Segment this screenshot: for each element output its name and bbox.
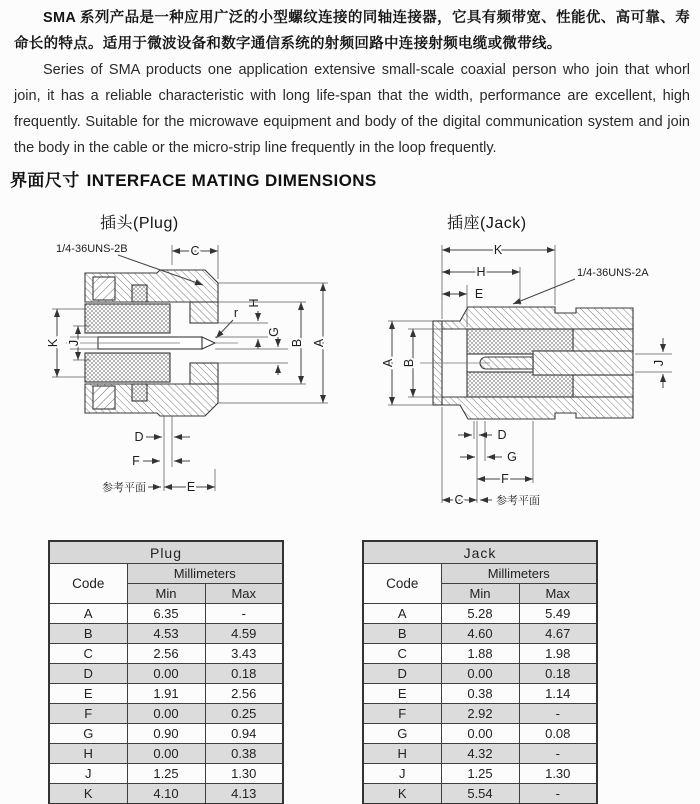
code-cell: A [49,604,127,624]
table-row [49,764,283,784]
code-cell: F [363,704,441,724]
min-cell: 5.28 [441,604,519,624]
plug-hex-nut-top [93,277,115,300]
dim-label-e: E [474,287,484,301]
max-cell: 1.30 [519,764,597,784]
max-cell: - [519,704,597,724]
code-cell: E [363,684,441,704]
section-heading-zh: 界面尺寸 [10,171,80,190]
plug-table-header [49,541,283,604]
max-cell: 0.94 [205,724,283,744]
dim-label-a: A [381,358,395,368]
max-cell: 0.25 [205,704,283,724]
code-cell: C [49,644,127,664]
jack-thread-label: 1/4-36UNS-2A [577,267,649,279]
min-cell: 4.60 [441,624,519,644]
plug-table-body [49,604,283,804]
dim-label-k: K [46,338,60,348]
max-header: Max [519,584,597,604]
table-row [363,784,597,804]
table-row [49,704,283,724]
dim-label-c: C [454,493,464,507]
intro-paragraph-en: Series of SMA products one application extensive small-scale coaxial person who join that whorl join, it has a reliable characteristic with long life-span that the width, performance are excellent, high frequently. Suitable for the microwave equipment and body of the digital communication system and join the body in the cable or the micro-strip line frequently in the loop frequently. [14,62,690,156]
max-cell: 1.30 [205,764,283,784]
min-cell: 1.25 [127,764,205,784]
code-cell: H [363,744,441,764]
min-cell: 1.91 [127,684,205,704]
min-cell: 2.56 [127,644,205,664]
jack-center-socket [420,351,633,375]
dim-label-g: G [507,450,517,464]
code-cell: J [49,764,127,784]
table-row [363,664,597,684]
plug-diagram-title: 插头(Plug) [100,215,179,232]
plug-hex-nut-bottom [93,386,115,409]
min-header: Min [127,584,205,604]
max-cell: 0.18 [519,664,597,684]
min-cell: 0.90 [127,724,205,744]
min-cell: 1.25 [441,764,519,784]
max-cell: 0.18 [205,664,283,684]
jack-cross-section-diagram [380,235,695,520]
code-cell: H [49,744,127,764]
plug-center-pin [66,337,238,349]
table-row [49,744,283,764]
jack-ref-plane-label: 参考平面 [496,495,540,507]
dim-label-b: B [402,358,416,368]
min-cell: 4.10 [127,784,205,804]
max-cell: 1.98 [519,644,597,664]
dim-label-k: K [493,243,503,257]
plug-dimension-table [48,540,284,804]
code-cell: D [363,664,441,684]
code-cell: A [363,604,441,624]
table-row [363,744,597,764]
dim-label-b: B [290,338,304,348]
code-header: Code [49,564,127,604]
table-title: Plug [49,541,283,564]
table-row [49,684,283,704]
code-header: Code [363,564,441,604]
table-row [49,644,283,664]
table-row [49,784,283,804]
table-row [49,624,283,644]
code-cell: F [49,704,127,724]
section-heading-en: INTERFACE MATING DIMENSIONS [86,171,377,190]
min-cell: 0.38 [441,684,519,704]
table-title: Jack [363,541,597,564]
min-cell: 5.54 [441,784,519,804]
code-cell: C [363,644,441,664]
jack-dimension-table [362,540,598,804]
min-cell: 4.53 [127,624,205,644]
table-row [49,724,283,744]
code-cell: D [49,664,127,684]
code-cell: K [49,784,127,804]
min-cell: 0.00 [127,704,205,724]
max-cell: 0.08 [519,724,597,744]
dim-label-h: H [476,265,486,279]
plug-gasket-top [132,285,147,302]
min-cell: 0.00 [441,664,519,684]
min-cell: 6.35 [127,604,205,624]
dim-label-h: H [247,298,261,308]
table-row [363,724,597,744]
min-cell: 0.00 [441,724,519,744]
unit-header: Millimeters [127,564,283,584]
min-cell: 2.92 [441,704,519,724]
max-cell: - [205,604,283,624]
plug-gasket-bottom [132,384,147,401]
dim-label-f: F [132,454,140,468]
dim-label-a: A [312,338,326,348]
section-heading [10,166,377,191]
intro-paragraph-zh: SMA 系列产品是一种应用广泛的小型螺纹连接的同轴连接器，它具有频带宽、性能优、高可靠、寿命长的特点。适用于微波设备和数字通信系统的射频回路中连接射频电缆或微带线。 [14,10,690,52]
max-cell: 5.49 [519,604,597,624]
table-row [363,644,597,664]
min-cell: 4.32 [441,744,519,764]
dim-label-d: D [497,428,507,442]
code-cell: E [49,684,127,704]
jack-diagram-title: 插座(Jack) [447,215,527,232]
unit-header: Millimeters [441,564,597,584]
max-cell: 3.43 [205,644,283,664]
max-cell: - [519,784,597,804]
dim-label-j: J [652,359,666,367]
max-cell: 0.38 [205,744,283,764]
plug-cross-section-diagram [40,235,360,520]
table-row [363,684,597,704]
plug-thread-label: 1/4-36UNS-2B [56,243,128,255]
code-cell: G [49,724,127,744]
max-cell: - [519,744,597,764]
max-cell: 2.56 [205,684,283,704]
code-cell: B [49,624,127,644]
min-cell: 0.00 [127,744,205,764]
dim-label-d: D [134,430,144,444]
jack-table-body [363,604,597,804]
table-row [363,764,597,784]
max-cell: 4.67 [519,624,597,644]
table-row [49,664,283,684]
code-cell: K [363,784,441,804]
code-cell: G [363,724,441,744]
max-header: Max [205,584,283,604]
dim-label-j: J [67,339,81,347]
dim-label-c: C [190,244,200,258]
table-row [49,604,283,624]
max-cell: 1.14 [519,684,597,704]
code-cell: J [363,764,441,784]
plug-ref-plane-label: 参考平面 [102,482,146,494]
dim-label-f: F [501,472,509,486]
table-row [363,604,597,624]
dim-label-r: r [233,306,239,320]
min-cell: 1.88 [441,644,519,664]
dim-label-e: E [186,480,196,494]
min-cell: 0.00 [127,664,205,684]
max-cell: 4.13 [205,784,283,804]
table-row [363,704,597,724]
dim-label-g: G [267,327,281,337]
min-header: Min [441,584,519,604]
jack-table-header [363,541,597,604]
table-row [363,624,597,644]
max-cell: 4.59 [205,624,283,644]
code-cell: B [363,624,441,644]
